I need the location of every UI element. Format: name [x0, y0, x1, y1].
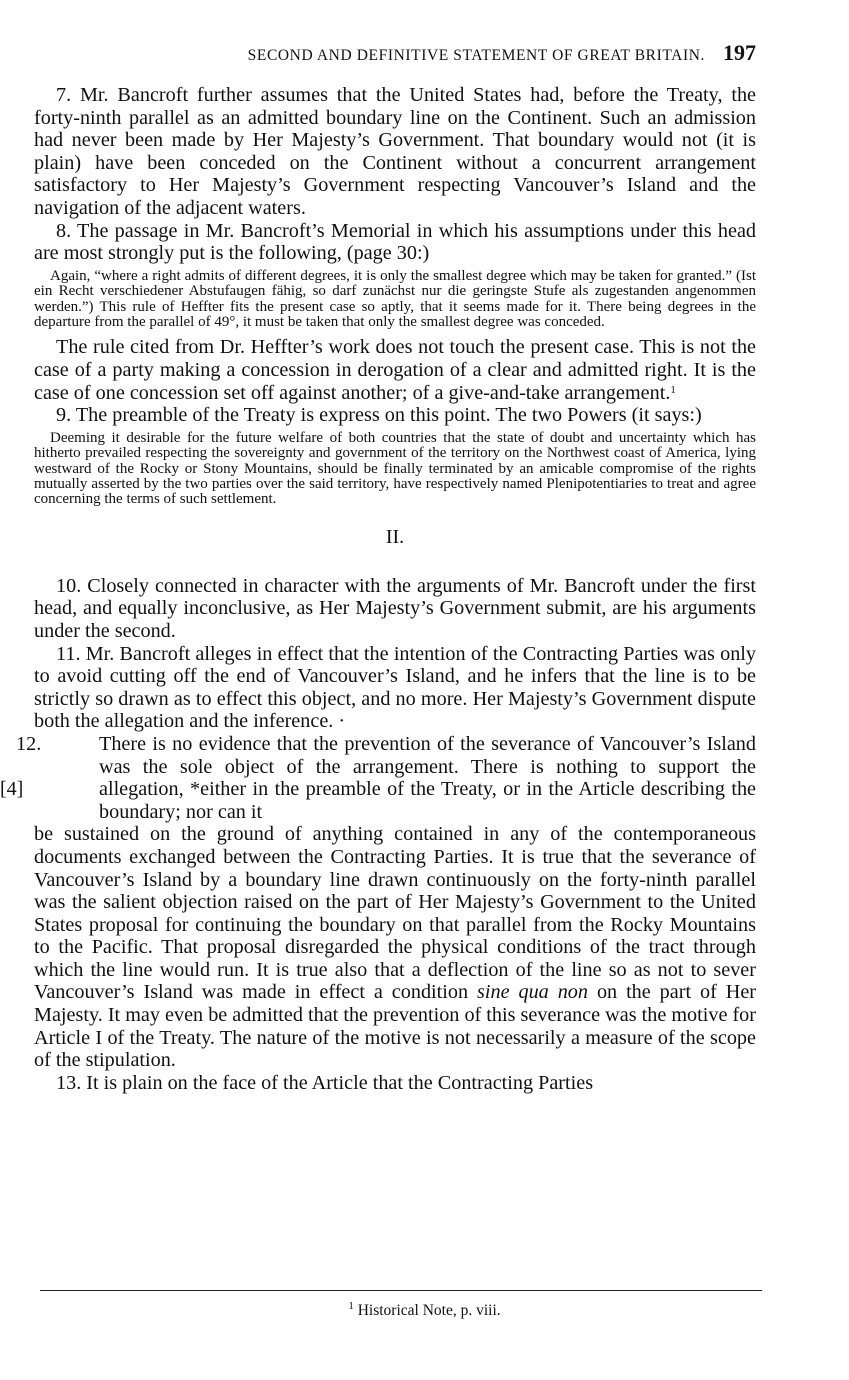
section-heading: II.	[385, 525, 405, 548]
paragraph-12-hanging: There is no evidence that the prevention of the severance of Vancouver’s Island was the sole object of the arrangement. There is nothing to support the allegation, *either in the preamble of the Treaty, or in the Article describing the boundary; nor can it	[99, 732, 756, 823]
paragraph-12-continued	[34, 823, 756, 1072]
footnote-text: Historical Note, p. viii.	[357, 1302, 501, 1319]
footnote-rule	[40, 1290, 762, 1291]
paragraph-8-continued-text: The rule cited from Dr. Heffter’s work does not touch the present case. This is not the case of a party making a concession in derogation of a clear and admitted right. It is the case of one concession set off against another; of a give-and-take arrangement.	[34, 336, 756, 404]
block-quote-heffter: Again, “where a right admits of different degrees, it is only the smallest degree which may be taken for granted.” (Ist ein Recht verschiedener Abstufaugen fähig, so darf zunächst nur die geringste Stufe als zugestanden angenommen werden.”) This rule of Heffter fits the present case so aptly, that it seems made for it. There being degrees in the departure from the parallel of 49°, it must be taken that only the smallest degree was conceded.	[34, 267, 756, 330]
running-title: SECOND AND DEFINITIVE STATEMENT OF GREAT BRITAIN.	[247, 47, 705, 64]
latin-phrase: sine qua non	[477, 981, 588, 1004]
paragraph-10: 10. Closely connected in character with the arguments of Mr. Bancroft under the first head, and equally inconclusive, as Her Majesty’s Government submit, are his arguments under the second.	[34, 574, 756, 642]
footnote-marker: 1	[348, 1300, 354, 1312]
running-header	[34, 40, 756, 72]
paragraph-12-text-b: on the part of Her Majesty. It may even be admitted that the prevention of this severance was the motive for Article I of the Treaty. The nature of the motive is not necessarily a measure of the scope of the stipulation.	[34, 981, 757, 1072]
footnote	[0, 1302, 849, 1320]
paragraph-8-continued	[34, 336, 756, 404]
block-quote-preamble: Deeming it desirable for the future welfare of both countries that the state of doubt and uncertainty which has hitherto prevailed respecting the sovereignty and government of the territory on the Northwest coast of America, lying westward of the Rocky or Stony Mountains, should be finally terminated by an amicable compromise of the rights mutually asserted by the two parties over the said territory, have respectively named Plenipotentiaries to treat and agree concerning the terms of such settlement.	[34, 429, 756, 508]
margin-page-ref: [4]	[0, 777, 24, 800]
paragraph-7: 7. Mr. Bancroft further assumes that the United States had, before the Treaty, the forty-ninth parallel as an admitted boundary line on the Continent. Such an admission had never been made by Her Majesty’s Government. That boundary would not (it is plain) have been conceded on the Continent without a concurrent arrangement satisfactory to Her Majesty’s Government respecting Vancouver’s Island and the navigation of the adjacent waters.	[34, 84, 756, 219]
paragraph-9: 9. The preamble of the Treaty is express on this point. The two Powers (it says:)	[56, 404, 702, 427]
page	[0, 40, 757, 1094]
paragraph-12	[0, 732, 757, 1072]
page-number: 197	[723, 40, 756, 65]
paragraph-12-text-a: be sustained on the ground of anything contained in any of the contemporaneous documents exchanged between the Contracting Parties. It is true that the severance of Vancouver’s Island by a boundary line drawn continuously on the forty-ninth parallel was the salient objection raised on the part of Her Majesty’s Government to the United States proposal for continuing the boundary on that parallel from the Rocky Mountains to the Pacific. That proposal disregarded the physical conditions of the tract through which the line would run. It is true also that a deflection of the line so as not to sever Vancouver’s Island was made in effect a condition	[34, 823, 756, 1004]
paragraph-13: 13. It is plain on the face of the Article that the Contracting Parties	[56, 1071, 594, 1094]
paragraph-8: 8. The passage in Mr. Bancroft’s Memorial in which his assumptions under this head are most strongly put is the following, (page 30:)	[34, 219, 756, 265]
paragraph-11: 11. Mr. Bancroft alleges in effect that the intention of the Contracting Parties was only to avoid cutting off the end of Vancouver’s Island, and he infers that the line is to be strictly so drawn as to effect this object, and no more. Her Majesty’s Government dispute both the allegation and the inference. ·	[34, 642, 756, 733]
footnote-ref: 1	[670, 383, 676, 396]
paragraph-12-number: 12.	[16, 732, 42, 755]
